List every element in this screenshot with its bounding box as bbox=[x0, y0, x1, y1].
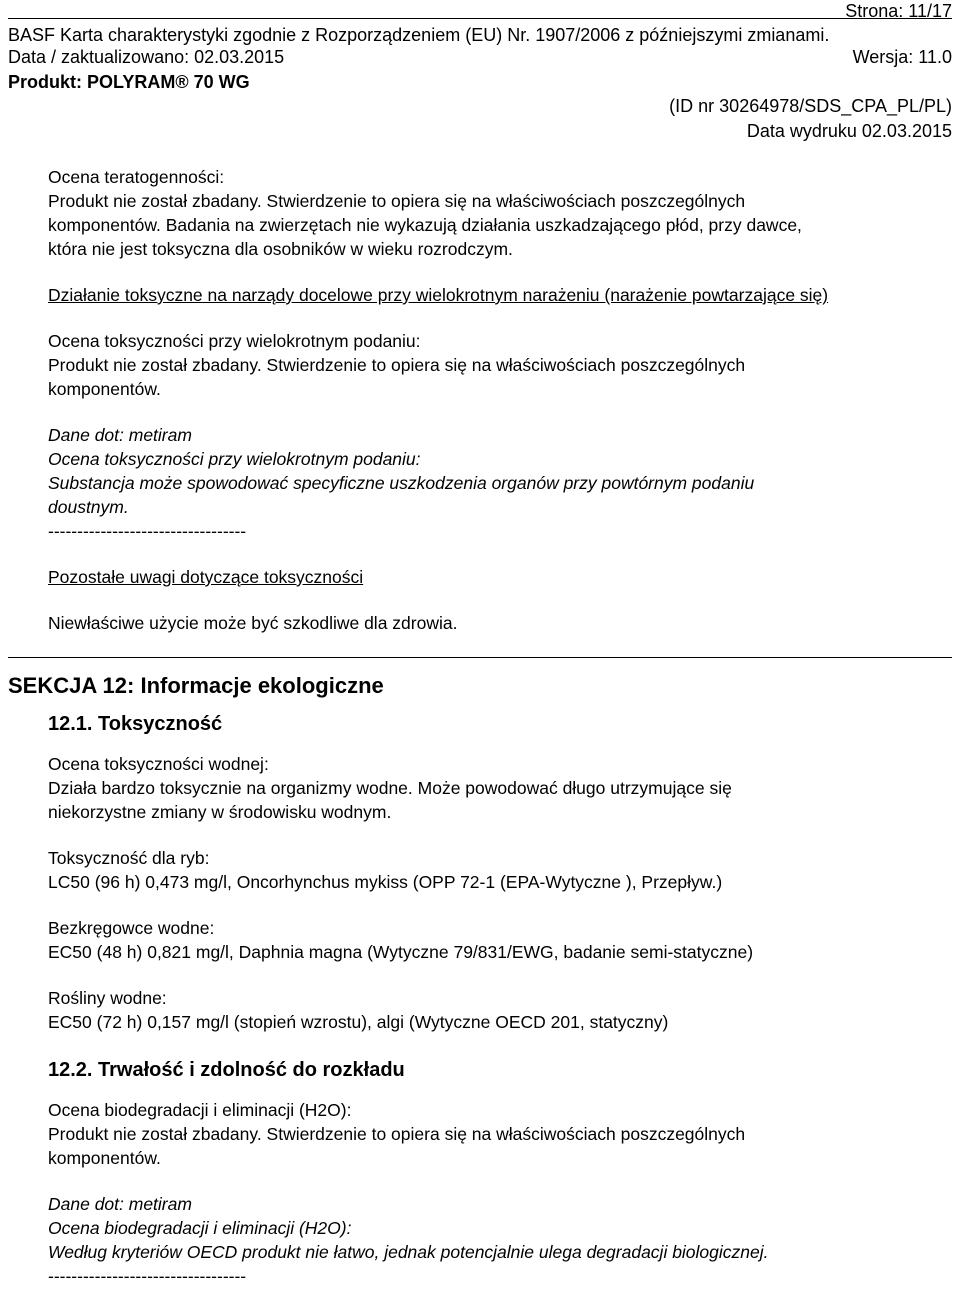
product-name: Produkt: POLYRAM® 70 WG bbox=[8, 72, 250, 92]
fish-toxicity-label: Toksyczność dla ryb: bbox=[48, 848, 210, 868]
date-updated: Data / zaktualizowano: 02.03.2015 bbox=[8, 47, 285, 67]
other-toxicity-heading: Pozostałe uwagi dotyczące toksyczności bbox=[48, 567, 364, 587]
repeated-dose-label: Ocena toksyczności przy wielokrotnym podaniu: bbox=[48, 331, 421, 351]
header-rule bbox=[8, 18, 952, 19]
metiram-bio-data-label: Dane dot: metiram bbox=[48, 1194, 192, 1214]
invertebrates-value: EC50 (48 h) 0,821 mg/l, Daphnia magna (Wytyczne 79/831/EWG, badanie semi-statyczne) bbox=[48, 942, 754, 962]
metiram-repeated-dose-text-2: doustnym. bbox=[48, 497, 129, 517]
metiram-repeated-dose-text-1: Substancja może spowodować specyficzne uszkodzenia organów przy powtórnym podaniu bbox=[48, 473, 755, 493]
page-number: Strona: 11/17 bbox=[845, 1, 952, 21]
invertebrates-label: Bezkręgowce wodne: bbox=[48, 918, 215, 938]
teratogenicity-text-3: która nie jest toksyczna dla osobników w wieku rozrodczym. bbox=[48, 239, 513, 259]
teratogenicity-text-2: komponentów. Badania na zwierzętach nie wykazują działania uszkadzającego płód, przy dawce, bbox=[48, 215, 802, 235]
section-rule bbox=[8, 657, 952, 658]
aquatic-toxicity-text-2: niekorzystne zmiany w środowisku wodnym. bbox=[48, 802, 392, 822]
print-date: Data wydruku 02.03.2015 bbox=[746, 121, 952, 141]
repeated-exposure-heading: Działanie toksyczne na narządy docelowe przy wielokrotnym narażeniu (narażenie powtarzające się) bbox=[48, 285, 829, 305]
biodegradation-text-1: Produkt nie został zbadany. Stwierdzenie to opiera się na właściwościach poszczególnych bbox=[48, 1124, 746, 1144]
metiram-bio-label: Ocena biodegradacji i eliminacji (H2O): bbox=[48, 1218, 352, 1238]
biodegradation-label: Ocena biodegradacji i eliminacji (H2O): bbox=[48, 1100, 352, 1120]
persistence-subheading: 12.2. Trwałość i zdolność do rozkładu bbox=[48, 1059, 405, 1081]
teratogenicity-text-1: Produkt nie został zbadany. Stwierdzenie to opiera się na właściwościach poszczególnych bbox=[48, 191, 746, 211]
teratogenicity-label: Ocena teratogenności: bbox=[48, 167, 225, 187]
separator-dashes: ---------------------------------- bbox=[48, 521, 247, 541]
document-id: (ID nr 30264978/SDS_CPA_PL/PL) bbox=[669, 96, 952, 116]
version: Wersja: 11.0 bbox=[852, 47, 952, 67]
separator-dashes-2: ---------------------------------- bbox=[48, 1266, 247, 1286]
aquatic-plants-value: EC50 (72 h) 0,157 mg/l (stopień wzrostu), algi (Wytyczne OECD 201, statyczny) bbox=[48, 1012, 669, 1032]
repeated-dose-text-1: Produkt nie został zbadany. Stwierdzenie to opiera się na właściwościach poszczególnych bbox=[48, 355, 746, 375]
metiram-data-label: Dane dot: metiram bbox=[48, 425, 192, 445]
regulation-line: BASF Karta charakterystyki zgodnie z Rozporządzeniem (EU) Nr. 1907/2006 z późniejszymi zmianami. bbox=[8, 25, 830, 45]
section-12-content bbox=[48, 710, 953, 1288]
biodegradation-text-2: komponentów. bbox=[48, 1148, 161, 1168]
aquatic-toxicity-text-1: Działa bardzo toksycznie na organizmy wodne. Może powodować długo utrzymujące się bbox=[48, 778, 732, 798]
metiram-bio-text: Według kryteriów OECD produkt nie łatwo, jednak potencjalnie ulega degradacji biologicznej. bbox=[48, 1242, 769, 1262]
toxicology-content bbox=[48, 165, 953, 635]
repeated-dose-text-2: komponentów. bbox=[48, 379, 161, 399]
aquatic-plants-label: Rośliny wodne: bbox=[48, 988, 167, 1008]
toxicity-subheading: 12.1. Toksyczność bbox=[48, 713, 223, 735]
aquatic-toxicity-label: Ocena toksyczności wodnej: bbox=[48, 754, 269, 774]
other-toxicity-text: Niewłaściwe użycie może być szkodliwe dla zdrowia. bbox=[48, 613, 458, 633]
document-header bbox=[8, 0, 952, 150]
metiram-repeated-dose-label: Ocena toksyczności przy wielokrotnym podaniu: bbox=[48, 449, 421, 469]
section-12-title: SEKCJA 12: Informacje ekologiczne bbox=[8, 673, 384, 698]
fish-toxicity-value: LC50 (96 h) 0,473 mg/l, Oncorhynchus mykiss (OPP 72-1 (EPA-Wytyczne ), Przepływ.) bbox=[48, 872, 723, 892]
